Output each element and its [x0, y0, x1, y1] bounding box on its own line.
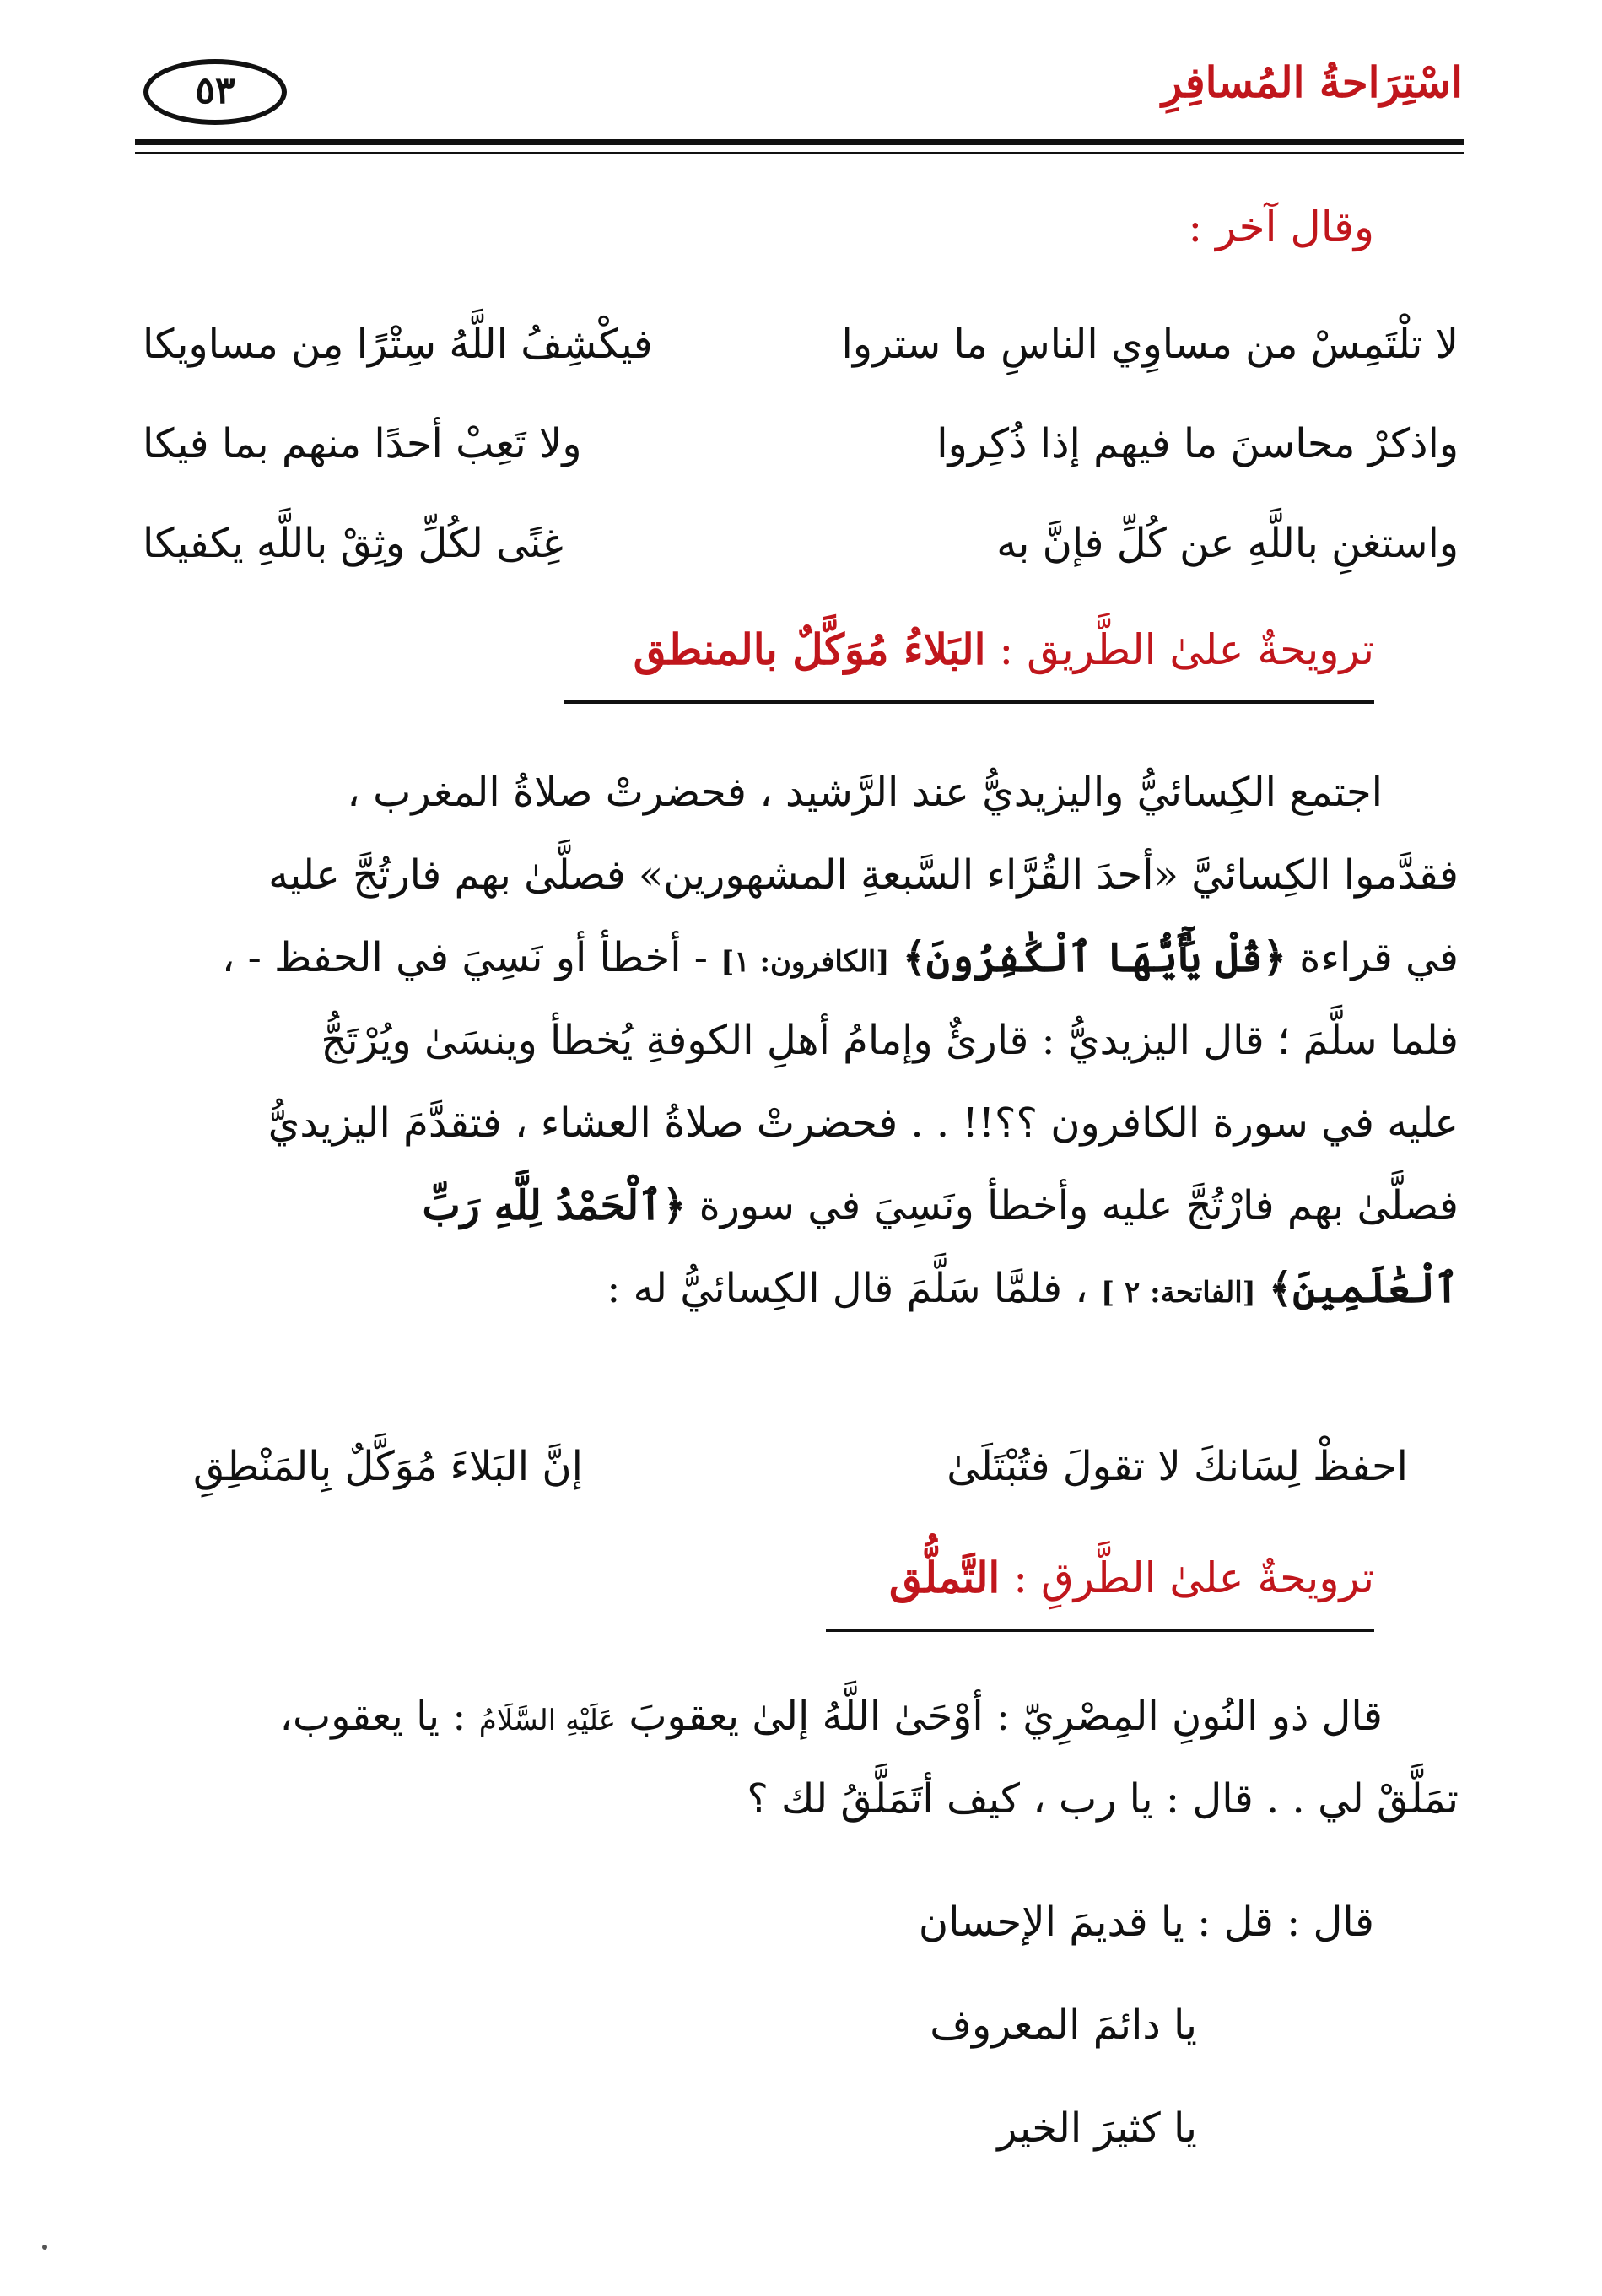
prose-text: ، فلمَّا سَلَّمَ قال الكِسائيُّ له : — [607, 1265, 1088, 1312]
verse-second-hemistich: غِنًى لكُلِّ وثِقْ باللَّهِ يكفيكا — [143, 520, 564, 567]
scan-speck — [42, 2245, 47, 2250]
header-rule-thin — [135, 152, 1464, 154]
section-verse — [193, 1443, 1408, 1510]
prose-line: تمَلَّقْ لي . . قال : يا رب ، كيف أتَمَلَّقُ لك ؟ — [747, 1775, 1459, 1823]
poem-verse-3 — [143, 520, 1459, 587]
prose-text: فصلَّىٰ بهم فارْتُجَّ عليه وأخطأ ونَسِيَ في سورة — [699, 1182, 1459, 1229]
page-number: ٥٣ — [143, 59, 287, 125]
prose-line — [143, 1675, 1459, 1758]
poem-verse-2 — [143, 420, 1459, 488]
verse-first-hemistich: احفظْ لِسَانكَ لا تقولَ فتُبْتَلَىٰ — [947, 1443, 1408, 1490]
prose-text: قال ذو النُونِ المِصْرِيّ : أوْحَىٰ اللَّهُ إلىٰ يعقوبَ — [628, 1693, 1383, 1740]
verse-first-hemistich: واذكرْ محاسنَ ما فيهم إذا ذُكِروا — [936, 420, 1459, 467]
verse-second-hemistich: ولا تَعِبْ أحدًا منهم بما فيكا — [143, 420, 582, 467]
prayer-line: قال : قل : يا قديمَ الإحسان — [918, 1899, 1374, 1946]
verse-first-hemistich: واستغنِ باللَّهِ عن كُلِّ فإنَّ به — [996, 520, 1459, 567]
section-heading-prefix: ترويحةٌ علىٰ الطَّريق : — [999, 625, 1374, 674]
prose-line: فلما سلَّمَ ؛ قال اليزيديُّ : قارئٌ وإمامُ أهلِ الكوفةِ يُخطأ وينسَىٰ ويُرْتَجُّ — [321, 1017, 1459, 1064]
section-heading — [634, 624, 1374, 674]
verse-second-hemistich: إنَّ البَلاءَ مُوَكَّلٌ بِالمَنْطِقِ — [193, 1443, 583, 1490]
quran-verse: ﴿قُلْ يَٰٓأَيُّهَا ٱلْكَٰفِرُونَ﴾ — [902, 934, 1287, 981]
book-title: اسْتِرَاحةُ المُسافِرِ — [1162, 57, 1463, 107]
prose-line: عليه في سورة الكافرون ؟؟!! . . فحضرتْ صلاةُ العشاء ، فتقدَّمَ اليزيديُّ — [267, 1099, 1459, 1147]
honorific: عَلَيْهِ السَّلَامُ — [478, 1704, 617, 1737]
prose-line — [143, 1164, 1459, 1247]
quran-verse: ﴿ٱلْحَمْدُ لِلَّهِ رَبِّ — [422, 1182, 687, 1229]
quran-reference: [الفاتحة: ٢ ] — [1101, 1276, 1256, 1310]
quran-verse: ٱلْعَٰلَمِينَ﴾ — [1269, 1265, 1459, 1312]
prose-text: في قراءة — [1299, 934, 1459, 981]
prayer-line: يا دائمَ المعروف — [930, 2002, 1197, 2049]
prose-line — [143, 916, 1459, 999]
quran-reference: [الكافرون: ١] — [720, 945, 890, 979]
prayer-line: يا كثيرَ الخير — [997, 2104, 1197, 2152]
prose-line — [143, 1247, 1459, 1330]
header-rule-thick — [135, 139, 1464, 145]
poem-verse-1 — [143, 321, 1459, 388]
prose-line: اجتمع الكِسائيُّ واليزيديُّ عند الرَّشيد ، فحضرتْ صلاةُ المغرب ، — [347, 769, 1383, 816]
section-prose — [143, 751, 1459, 1330]
prose-line: فقدَّموا الكِسائيَّ «أحدَ القُرَّاء السَّبعةِ المشهورين» فصلَّىٰ بهم فارتُجَّ عليه — [268, 851, 1459, 899]
verse-first-hemistich: لا تلْتَمِسْ من مساوِي الناسِ ما ستروا — [841, 321, 1459, 368]
section-heading-title: البَلاءُ مُوَكَّلٌ بالمنطق — [633, 624, 986, 674]
section-heading-underline — [564, 700, 1374, 704]
poem-intro: وقال آخر : — [1188, 203, 1374, 251]
section-heading-prefix: ترويحةٌ علىٰ الطَّرقِ : — [1013, 1553, 1374, 1602]
prose-text: - أخطأ أو نَسِيَ في الحفظ - ، — [221, 934, 709, 981]
section-heading-underline — [826, 1629, 1374, 1632]
verse-second-hemistich: فيكْشِفُ اللَّهُ سِتْرًا مِن مساويكا — [143, 321, 653, 368]
prose-text: : يا يعقوب، — [279, 1693, 467, 1740]
section-prose — [143, 1675, 1459, 1840]
section-heading — [889, 1553, 1374, 1602]
section-heading-title: التَّملُّق — [888, 1553, 1001, 1602]
